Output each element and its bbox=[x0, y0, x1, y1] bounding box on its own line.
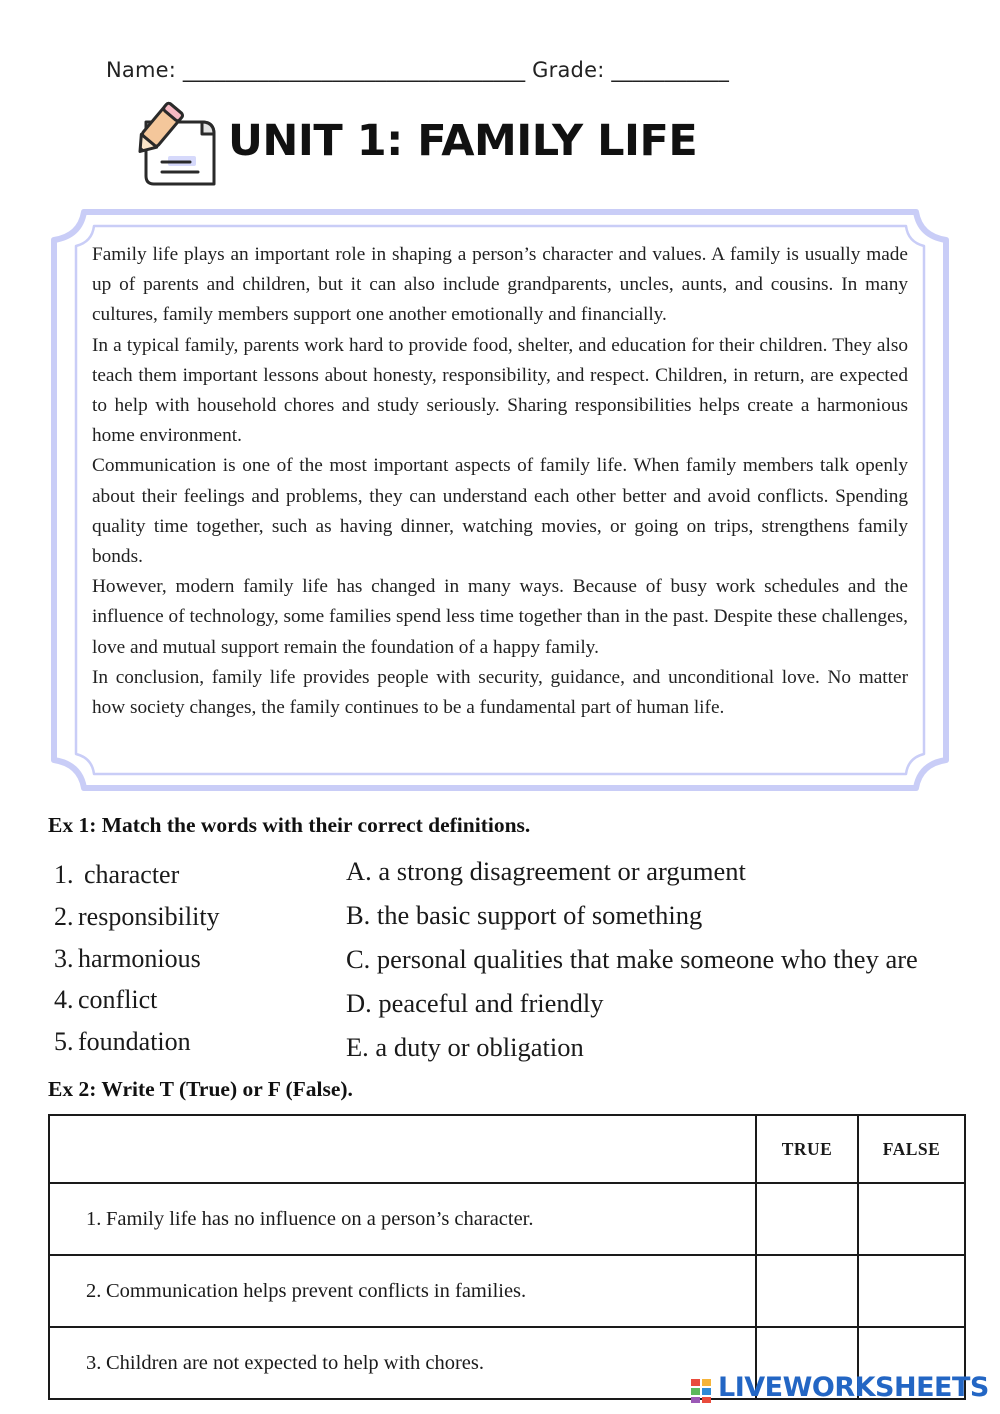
false-column-header: FALSE bbox=[858, 1115, 965, 1183]
word-number: 3. bbox=[54, 944, 74, 973]
liveworksheets-mark-icon bbox=[690, 1378, 714, 1404]
notepad-pencil-icon bbox=[128, 100, 224, 196]
word-text: character bbox=[84, 860, 180, 889]
false-answer-cell[interactable] bbox=[858, 1255, 965, 1327]
statement-number: 3. bbox=[86, 1351, 102, 1374]
word-text: conflict bbox=[78, 985, 158, 1014]
liveworksheets-brand: LIVEWORKSHEETS bbox=[718, 1372, 989, 1403]
word-text: foundation bbox=[78, 1027, 191, 1056]
word-text: harmonious bbox=[78, 944, 201, 973]
reading-passage bbox=[92, 240, 908, 723]
match-word[interactable] bbox=[54, 944, 201, 974]
paragraph: In a typical family, parents work hard to provide food, shelter, and education for their children. They also teach them important lessons about honesty, responsibility, and respect. Children, in return, are expected to help with household chores and study seriously. Sharing responsibilities helps create a harmonious home environment. bbox=[92, 334, 908, 447]
word-number: 1. bbox=[54, 860, 74, 889]
true-answer-cell[interactable] bbox=[756, 1183, 858, 1255]
statement-cell bbox=[49, 1183, 756, 1255]
match-definition[interactable]: D. peaceful and friendly bbox=[346, 988, 604, 1018]
statement-text: Children are not expected to help with chores. bbox=[106, 1351, 484, 1374]
page-title: UNIT 1: FAMILY LIFE bbox=[228, 116, 698, 166]
title-row bbox=[128, 100, 828, 196]
match-definition[interactable]: C. personal qualities that make someone who they are bbox=[346, 944, 918, 974]
match-definition[interactable]: E. a duty or obligation bbox=[346, 1032, 584, 1062]
word-number: 5. bbox=[54, 1027, 74, 1056]
paragraph: However, modern family life has changed in many ways. Because of busy work schedules and the influence of technology, some families spend less time together than in the past. Despite these challenges, love and mutual support remain the foundation of a happy family. bbox=[92, 576, 908, 658]
true-column-header: TRUE bbox=[756, 1115, 858, 1183]
paragraph: In conclusion, family life provides people with security, guidance, and unconditional love. No matter how society changes, the family continues to be a fundamental part of human life. bbox=[92, 666, 908, 719]
statement-cell bbox=[49, 1255, 756, 1327]
paragraph: Communication is one of the most important aspects of family life. When family members talk openly about their feelings and problems, they can understand each other better and avoid conflicts. Spending quality time together, such as having dinner, watching movies, or going on trips, strengthens family bonds. bbox=[92, 455, 908, 568]
match-word[interactable] bbox=[54, 985, 157, 1015]
match-word[interactable] bbox=[54, 902, 220, 932]
statement-number: 2. bbox=[86, 1279, 102, 1302]
table-row bbox=[49, 1255, 965, 1327]
name-grade-line[interactable]: Name: ________________________________ Grade: ___________ bbox=[106, 58, 730, 82]
ex1-title: Ex 1: Match the words with their correct definitions. bbox=[48, 813, 531, 837]
statement-number: 1. bbox=[86, 1207, 102, 1230]
table-header-row bbox=[49, 1115, 965, 1183]
table-row bbox=[49, 1183, 965, 1255]
true-false-table bbox=[48, 1114, 966, 1400]
false-answer-cell[interactable] bbox=[858, 1183, 965, 1255]
statement-header bbox=[49, 1115, 756, 1183]
match-word[interactable] bbox=[54, 860, 179, 890]
word-number: 2. bbox=[54, 902, 74, 931]
match-definition[interactable]: A. a strong disagreement or argument bbox=[346, 856, 746, 886]
word-number: 4. bbox=[54, 985, 74, 1014]
statement-cell bbox=[49, 1327, 756, 1399]
paragraph: Family life plays an important role in shaping a person’s character and values. A family is usually made up of parents and children, but it can also include grandparents, uncles, aunts, and cousins. In many cultures, family members support one another emotionally and financially. bbox=[92, 244, 908, 326]
match-word[interactable] bbox=[54, 1027, 191, 1057]
liveworksheets-logo[interactable] bbox=[690, 1372, 990, 1408]
word-text: responsibility bbox=[78, 902, 220, 931]
statement-text: Family life has no influence on a person’s character. bbox=[106, 1207, 534, 1230]
statement-text: Communication helps prevent conflicts in families. bbox=[106, 1279, 527, 1302]
match-definition[interactable]: B. the basic support of something bbox=[346, 900, 703, 930]
ex2-title: Ex 2: Write T (True) or F (False). bbox=[48, 1077, 353, 1101]
true-answer-cell[interactable] bbox=[756, 1255, 858, 1327]
